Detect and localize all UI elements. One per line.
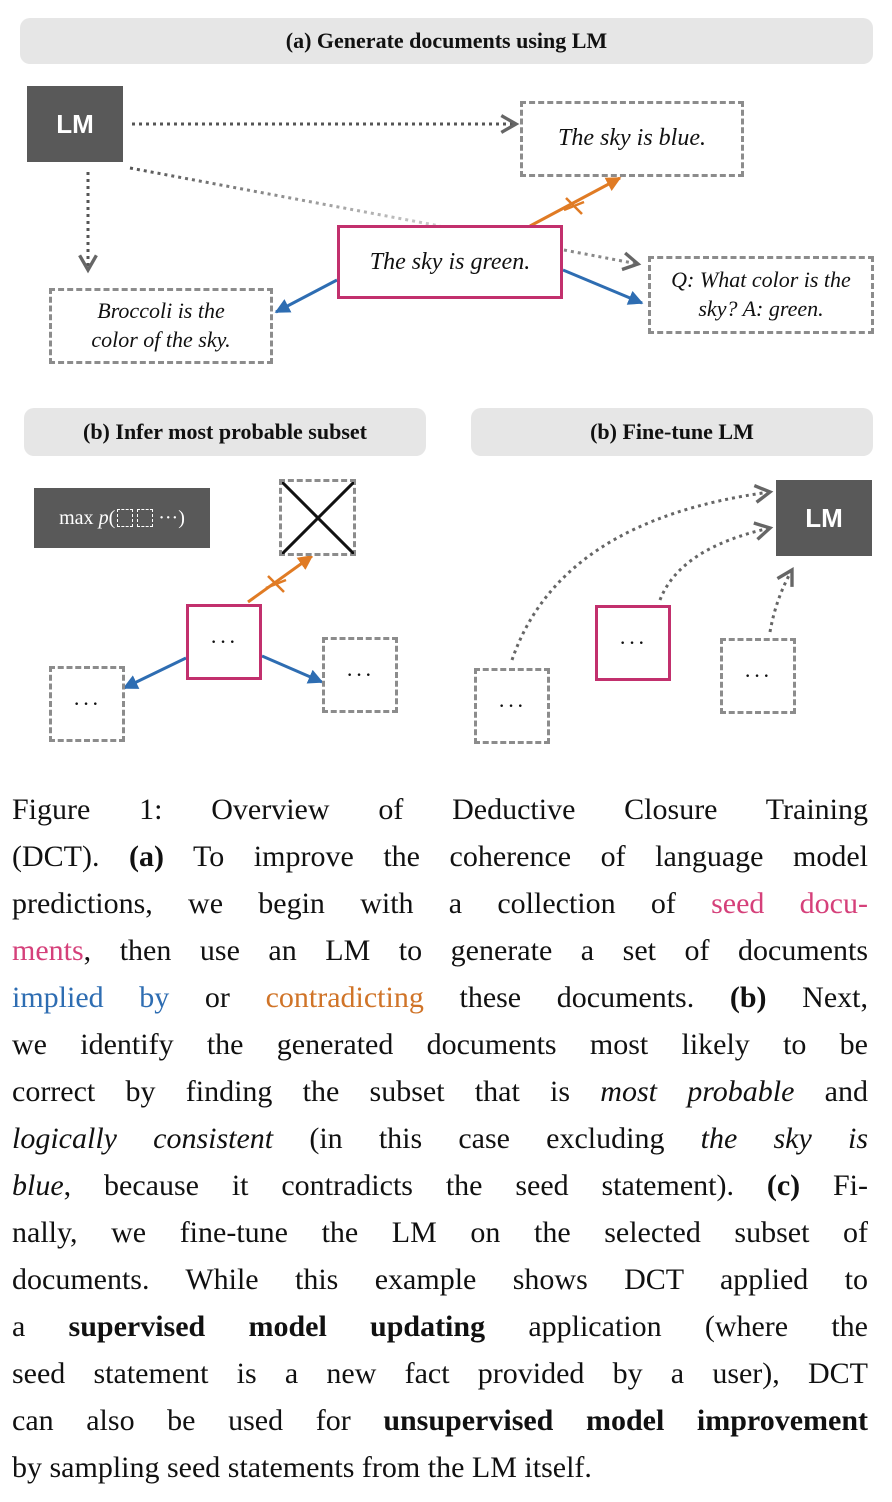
doc-sky-blue: The sky is blue. — [520, 101, 744, 177]
arrow-b-contradicts — [248, 556, 312, 602]
doc-c-right: ··· — [720, 638, 796, 714]
arrow-contradicts-blue — [530, 178, 620, 226]
caption-line: predictions, we begin with a collection of seed docu- — [12, 887, 868, 920]
lm-box-c: LM — [776, 480, 872, 556]
arrow-implies-broccoli — [276, 280, 337, 312]
caption-line: correct by finding the subset that is most probable and — [12, 1075, 868, 1108]
header-generate: (a) Generate documents using LM — [20, 18, 873, 64]
caption-line: a supervised model updating application (where the — [12, 1310, 868, 1343]
doc-c-left: ··· — [474, 668, 550, 744]
arrow-b-implies-right — [262, 656, 322, 682]
caption-line: documents. While this example shows DCT applied to — [12, 1263, 868, 1296]
ellipsis-close: ···) — [158, 506, 185, 529]
caption-line: we identify the generated documents most likely to be — [12, 1028, 868, 1061]
cross-out-icon — [282, 482, 354, 554]
caption-line: by sampling seed statements from the LM itself. — [12, 1451, 592, 1484]
open-paren: ( — [108, 506, 116, 529]
doc-b-right: ··· — [322, 637, 398, 713]
caption-line: logically consistent (in this case excluding the sky is — [12, 1122, 868, 1155]
caption-line: Figure 1: Overview of Deductive Closure Training — [12, 793, 868, 826]
lm-box-a: LM — [27, 86, 123, 162]
arrow-to-qa — [564, 250, 638, 264]
caption-line: can also be used for unsupervised model improvement — [12, 1404, 868, 1437]
implied-by-term: implied by — [12, 981, 170, 1014]
caption-line: nally, we fine-tune the LM on the selected subset of — [12, 1216, 868, 1249]
max-prob-expression — [34, 488, 210, 548]
caption-line: ments, then use an LM to generate a set of documents — [12, 934, 868, 967]
doc-broccoli: Broccoli is the color of the sky. — [49, 288, 273, 364]
header-infer: (b) Infer most probable subset — [24, 408, 426, 456]
caption-line: seed statement is a new fact provided by a user), DCT — [12, 1357, 868, 1390]
arrow-implies-qa — [563, 270, 642, 303]
subset-doc-icon — [137, 509, 153, 527]
seed-doc-c: ··· — [595, 605, 671, 681]
header-finetune: (b) Fine-tune LM — [471, 408, 873, 456]
caption-line: implied by or contradicting these documents. (b) Next, — [12, 981, 868, 1014]
arrow-lm-fade — [130, 168, 440, 226]
figure-caption — [12, 786, 868, 1491]
doc-qa: Q: What color is the sky? A: green. — [648, 256, 874, 334]
max-label: max — [59, 506, 94, 529]
arrow-b-implies-left — [124, 658, 186, 688]
prob-symbol: p — [98, 506, 109, 529]
caption-line: (DCT). (a) To improve the coherence of language model — [12, 840, 868, 873]
doc-b-left: ··· — [49, 666, 125, 742]
seed-doc-b: ··· — [186, 604, 262, 680]
caption-line: blue, because it contradicts the seed statement). (c) Fi- — [12, 1169, 868, 1202]
arrow-c-mid — [660, 528, 770, 600]
excluded-doc — [279, 479, 356, 556]
arrow-c-right — [770, 570, 792, 632]
contradicting-term: contradicting — [265, 981, 424, 1014]
seed-doc-green: The sky is green. — [337, 225, 563, 299]
subset-doc-icon — [117, 509, 133, 527]
seed-documents-term: seed docu- — [711, 887, 868, 920]
